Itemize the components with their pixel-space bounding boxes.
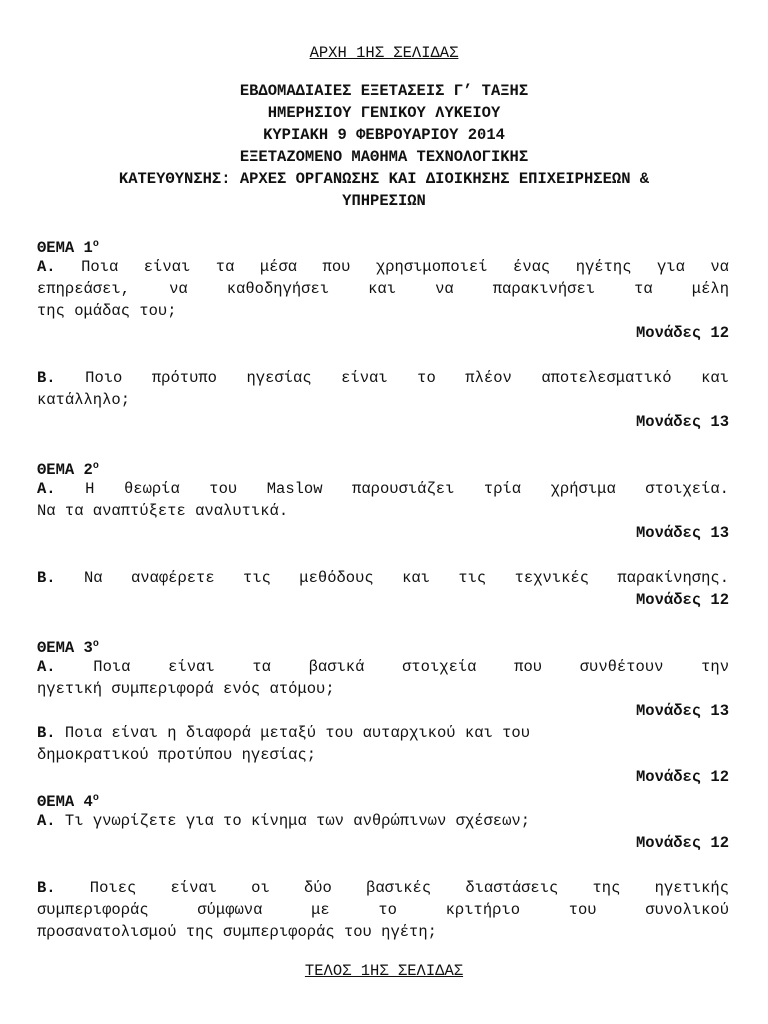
theme-3-question-a-points: Μονάδες 13: [635, 702, 729, 720]
theme-2-title: ΘΕΜΑ $2^o$: [37, 461, 99, 480]
header-line-1: ΕΒΔΟΜΑΔΙΑΙΕΣ ΕΞΕΤΑΣΕΙΣ Γ’ ΤΑΞΗΣ: [239, 82, 529, 100]
question-text: Ποιο πρότυπο ηγεσίας είναι το πλέον αποτελεσματικό και: [85, 369, 729, 387]
theme-3-question-b-line-2: δημοκρατικού προτύπου ηγεσίας;: [37, 746, 317, 764]
theme-1-question-a-line-2: επηρεάσει, να καθοδηγήσει και να παρακινήσει τα μέλη: [37, 280, 729, 298]
question-text: Ποια είναι τα βασικά στοιχεία που συνθέτουν την: [93, 658, 729, 676]
theme-1-question-a-line-3: της ομάδας του;: [37, 302, 177, 320]
theme-1-question-b-points: Μονάδες 13: [635, 413, 729, 431]
question-text: Ποια είναι τα μέσα που χρησιμοποιεί ένας ηγέτης για να: [81, 258, 729, 276]
theme-4-question-a-points: Μονάδες 12: [635, 834, 729, 852]
page-start-marker: ΑΡΧΗ 1ΗΣ ΣΕΛΙΔΑΣ: [309, 44, 459, 62]
theme-3-question-b-points: Μονάδες 12: [635, 768, 729, 786]
theme-1-title: ΘΕΜΑ $1^o$: [37, 239, 99, 258]
theme-1-question-b-line-2: κατάλληλο;: [37, 391, 131, 409]
theme-1-question-b-line-1: [37, 367, 729, 389]
theme-4-title: ΘΕΜΑ $4^o$: [37, 793, 99, 812]
question-text: Η θεωρία του Maslow παρουσιάζει τρία χρήσιμα στοιχεία.: [85, 480, 729, 498]
header-line-2: ΗΜΕΡΗΣΙΟΥ ΓΕΝΙΚΟΥ ΛΥΚΕΙΟΥ: [267, 104, 501, 122]
theme-3-question-a-line-2: ηγετική συμπεριφορά ενός ατόμου;: [37, 680, 335, 698]
question-text: Ποιες είναι οι δύο βασικές διαστάσεις της ηγετικής: [89, 879, 729, 897]
theme-2-question-b-points: Μονάδες 12: [635, 591, 729, 609]
theme-2-question-b-line-1: [37, 567, 729, 589]
question-label: Β.: [37, 369, 56, 387]
theme-4-question-b-line-2: συμπεριφοράς σύμφωνα με το κριτήριο του συνολικού: [37, 901, 729, 919]
theme-2-question-a-points: Μονάδες 13: [635, 524, 729, 542]
theme-2-question-a-line-2: Να τα αναπτύξετε αναλυτικά.: [37, 502, 289, 520]
header-line-6: ΥΠΗΡΕΣΙΩΝ: [342, 192, 426, 210]
ordinal-indicator: ο: [92, 793, 99, 804]
theme-4-question-a-line-1: [37, 810, 729, 832]
header-line-3: ΚΥΡΙΑΚΗ 9 ΦΕΒΡΟΥΑΡΙΟΥ 2014: [263, 126, 505, 144]
question-label: Β.: [37, 879, 56, 897]
question-label: Α.: [37, 480, 56, 498]
theme-3-question-b-line-1: [37, 722, 729, 744]
theme-1-question-a-line-1: [37, 256, 729, 278]
question-text: Τι γνωρίζετε για το κίνημα των ανθρώπινων σχέσεων;: [64, 812, 530, 830]
header-line-4: ΕΞΕΤΑΖΟΜΕΝΟ ΜΑΘΗΜΑ ΤΕΧΝΟΛΟΓΙΚΗΣ: [239, 148, 529, 166]
theme-4-question-b-line-3: προσανατολισμού της συμπεριφοράς του ηγέτη;: [37, 923, 437, 941]
question-text: Να αναφέρετε τις μεθόδους και τις τεχνικές παρακίνησης.: [83, 569, 729, 587]
question-text: Ποια είναι η διαφορά μεταξύ του αυταρχικού και του: [64, 724, 530, 742]
question-label: Β.: [37, 724, 56, 742]
question-label: Α.: [37, 658, 56, 676]
ordinal-indicator: ο: [92, 461, 99, 472]
theme-4-question-b-line-1: [37, 877, 729, 899]
question-label: Α.: [37, 258, 56, 276]
page-end-marker: ΤΕΛΟΣ 1ΗΣ ΣΕΛΙΔΑΣ: [304, 962, 464, 980]
question-label: Β.: [37, 569, 56, 587]
header-line-5: ΚΑΤΕΥΘΥΝΣΗΣ: ΑΡΧΕΣ ΟΡΓΑΝΩΣΗΣ ΚΑΙ ΔΙΟΙΚΗΣΗΣ ΕΠΙΧΕΙΡΗΣΕΩΝ &: [118, 170, 650, 188]
theme-3-title: ΘΕΜΑ $3^o$: [37, 639, 99, 658]
ordinal-indicator: ο: [92, 239, 99, 250]
theme-3-question-a-line-1: [37, 656, 729, 678]
ordinal-indicator: ο: [92, 639, 99, 650]
theme-1-question-a-points: Μονάδες 12: [635, 324, 729, 342]
theme-2-question-a-line-1: [37, 478, 729, 500]
question-label: Α.: [37, 812, 56, 830]
